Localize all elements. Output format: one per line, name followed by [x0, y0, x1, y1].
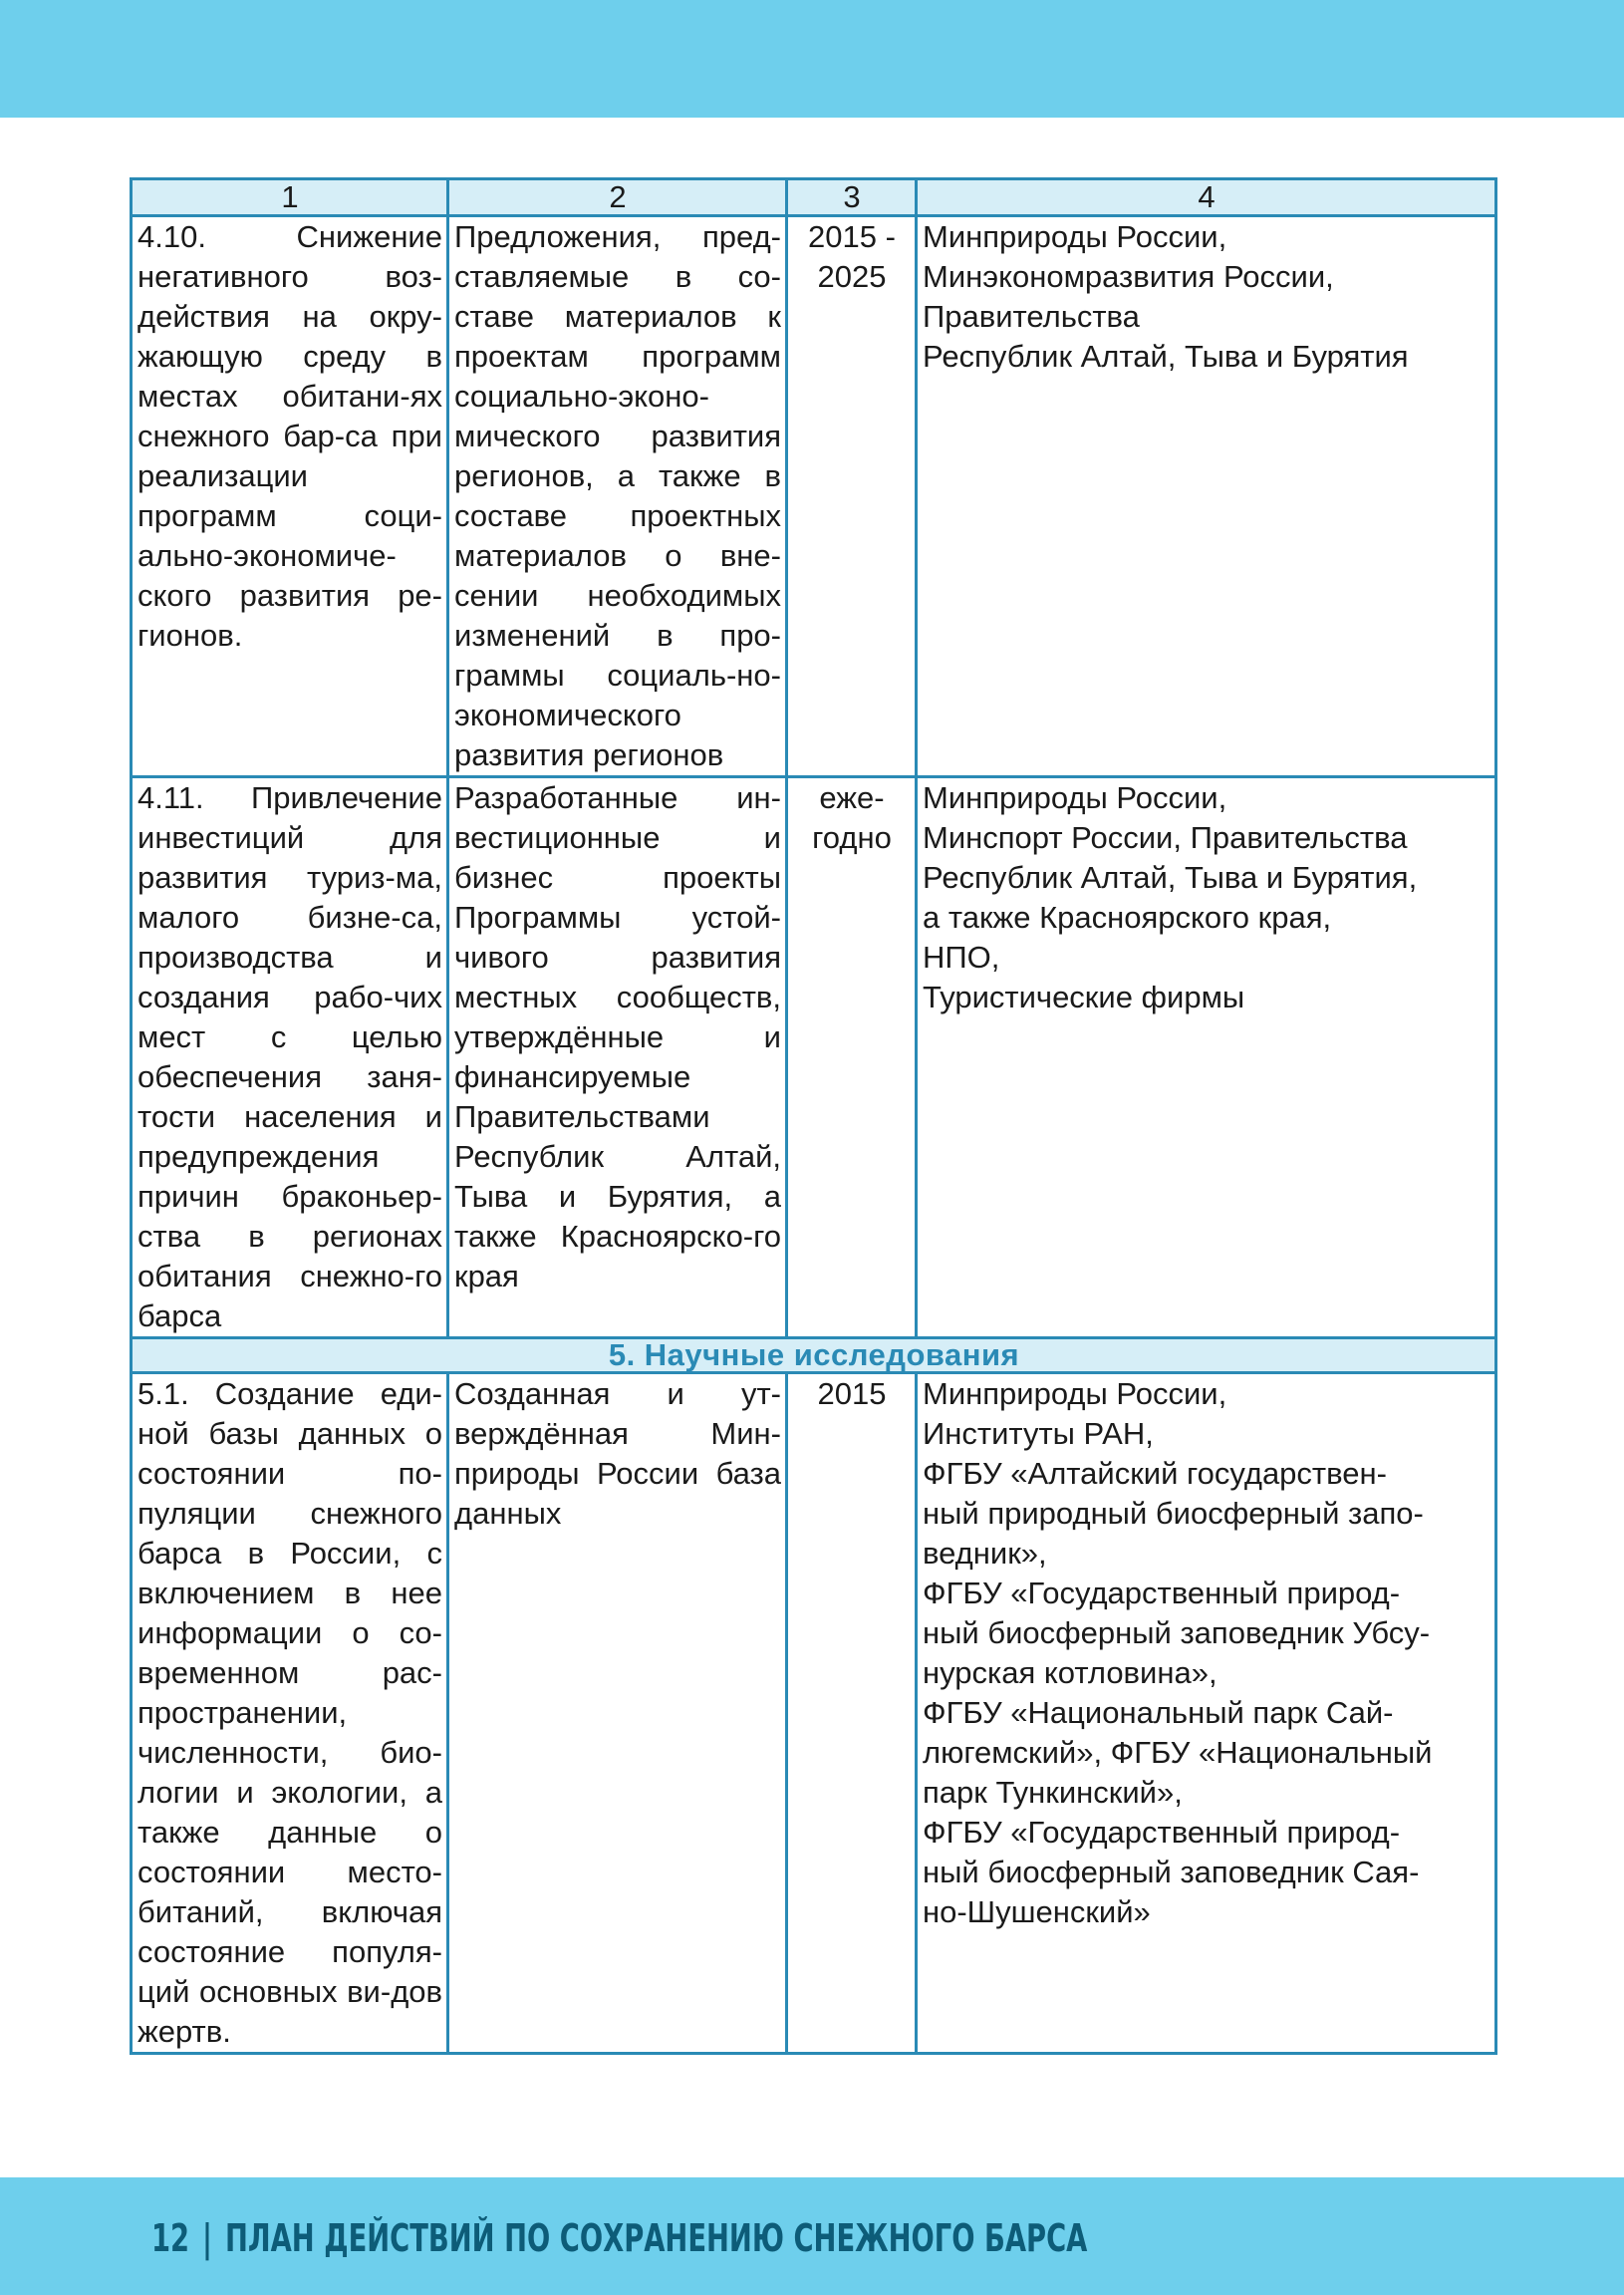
result-cell: Предложения, пред-ставляемые в со-ставе материалов к проектам программ социально-эконо-мического развития регионов, а также в составе проектных материалов о вне-сении необходимых изменений в про-граммы социаль-но-экономического развития регионов [448, 216, 787, 777]
executor-line: Правительства [923, 299, 1140, 334]
table-row [132, 1373, 1496, 2054]
executor-line: ФГБУ «Национальный парк Сай- [923, 1695, 1394, 1730]
executors-cell [917, 777, 1496, 1338]
executor-line: ведник», [923, 1536, 1047, 1571]
top-color-band [0, 0, 1624, 118]
term-line: 2015 [817, 1376, 887, 1411]
executors-cell [917, 1373, 1496, 2054]
column-number-3: 3 [787, 179, 917, 216]
executor-line: люгемский», ФГБУ «Национальный [923, 1735, 1433, 1770]
term-line: 2025 [817, 259, 887, 294]
term-cell [787, 777, 917, 1338]
executor-line: нурская котловина», [923, 1655, 1218, 1690]
term-cell [787, 1373, 917, 2054]
executor-line: Минэкономразвития России, [923, 259, 1334, 294]
executor-line: Республик Алтай, Тыва и Бурятия [923, 339, 1409, 374]
executor-line: Минприроды России, [923, 219, 1227, 254]
term-line: еже- [819, 780, 885, 815]
executor-line: ФГБУ «Государственный природ- [923, 1576, 1401, 1610]
executor-line: ФГБУ «Государственный природ- [923, 1815, 1401, 1850]
executor-line: ный биосферный заповедник Сая- [923, 1855, 1420, 1889]
executor-line: а также Красноярского края, [923, 900, 1332, 935]
result-cell: Созданная и ут-верждённая Мин-природы России база данных [448, 1373, 787, 2054]
executor-line: Минспорт России, Правительства [923, 820, 1408, 855]
page-number: 12 [151, 2216, 190, 2260]
executor-line: ный природный биосферный запо- [923, 1496, 1424, 1531]
executor-line: Минприроды России, [923, 780, 1227, 815]
document-title: ПЛАН ДЕЙСТВИЙ ПО СОХРАНЕНИЮ СНЕЖНОГО БАРСА [225, 2216, 1088, 2260]
action-plan-table [130, 177, 1497, 2055]
table-header-row [132, 179, 1496, 216]
result-cell: Разработанные ин-вестиционные и бизнес проекты Программы устой-чивого развития местных сообществ, утверждённые и финансируемые Правительствами Республик Алтай, Тыва и Бурятия, а также Красноярско-го края [448, 777, 787, 1338]
column-number-2: 2 [448, 179, 787, 216]
measure-cell: 4.11. Привлечение инвестиций для развития туриз-ма, малого бизне-са, производства и создания рабо-чих мест с целью обеспечения заня-тости населения и предупреждения причин браконьер-ства в регионах обитания снежно-го барса [132, 777, 448, 1338]
page-footer [151, 2210, 1087, 2266]
term-cell [787, 216, 917, 777]
executor-line: Республик Алтай, Тыва и Бурятия, [923, 860, 1418, 895]
executor-line: ный биосферный заповедник Убсу- [923, 1615, 1431, 1650]
executors-cell [917, 216, 1496, 777]
column-number-4: 4 [917, 179, 1496, 216]
table-row [132, 777, 1496, 1338]
executor-line: но-Шушенский» [923, 1894, 1151, 1929]
executor-line: НПО, [923, 940, 1000, 975]
term-line: годно [812, 820, 892, 855]
measure-cell: 5.1. Создание еди-ной базы данных о состоянии по-пуляции снежного барса в России, с включением в нее информации о со-временном рас-пространении, численности, био-логии и экологии, а также данные о состоянии место-битаний, включая состояние популя-ций основных ви-дов жертв. [132, 1373, 448, 2054]
section-header-row [132, 1338, 1496, 1373]
measure-cell: 4.10. Снижение негативного воз-действия на окру-жающую среду в местах обитани-ях снежного бар-са при реализации программ соци-ально-экономиче-ского развития ре-гионов. [132, 216, 448, 777]
term-line: 2015 - [808, 219, 896, 254]
section-title: 5. Научные исследования [132, 1338, 1496, 1373]
footer-separator: | [202, 2216, 213, 2260]
executor-line: ФГБУ «Алтайский государствен- [923, 1456, 1387, 1491]
table-row [132, 216, 1496, 777]
executor-line: Институты РАН, [923, 1416, 1154, 1451]
executor-line: парк Тункинский», [923, 1775, 1183, 1810]
executor-line: Туристические фирмы [923, 980, 1245, 1014]
column-number-1: 1 [132, 179, 448, 216]
executor-line: Минприроды России, [923, 1376, 1227, 1411]
